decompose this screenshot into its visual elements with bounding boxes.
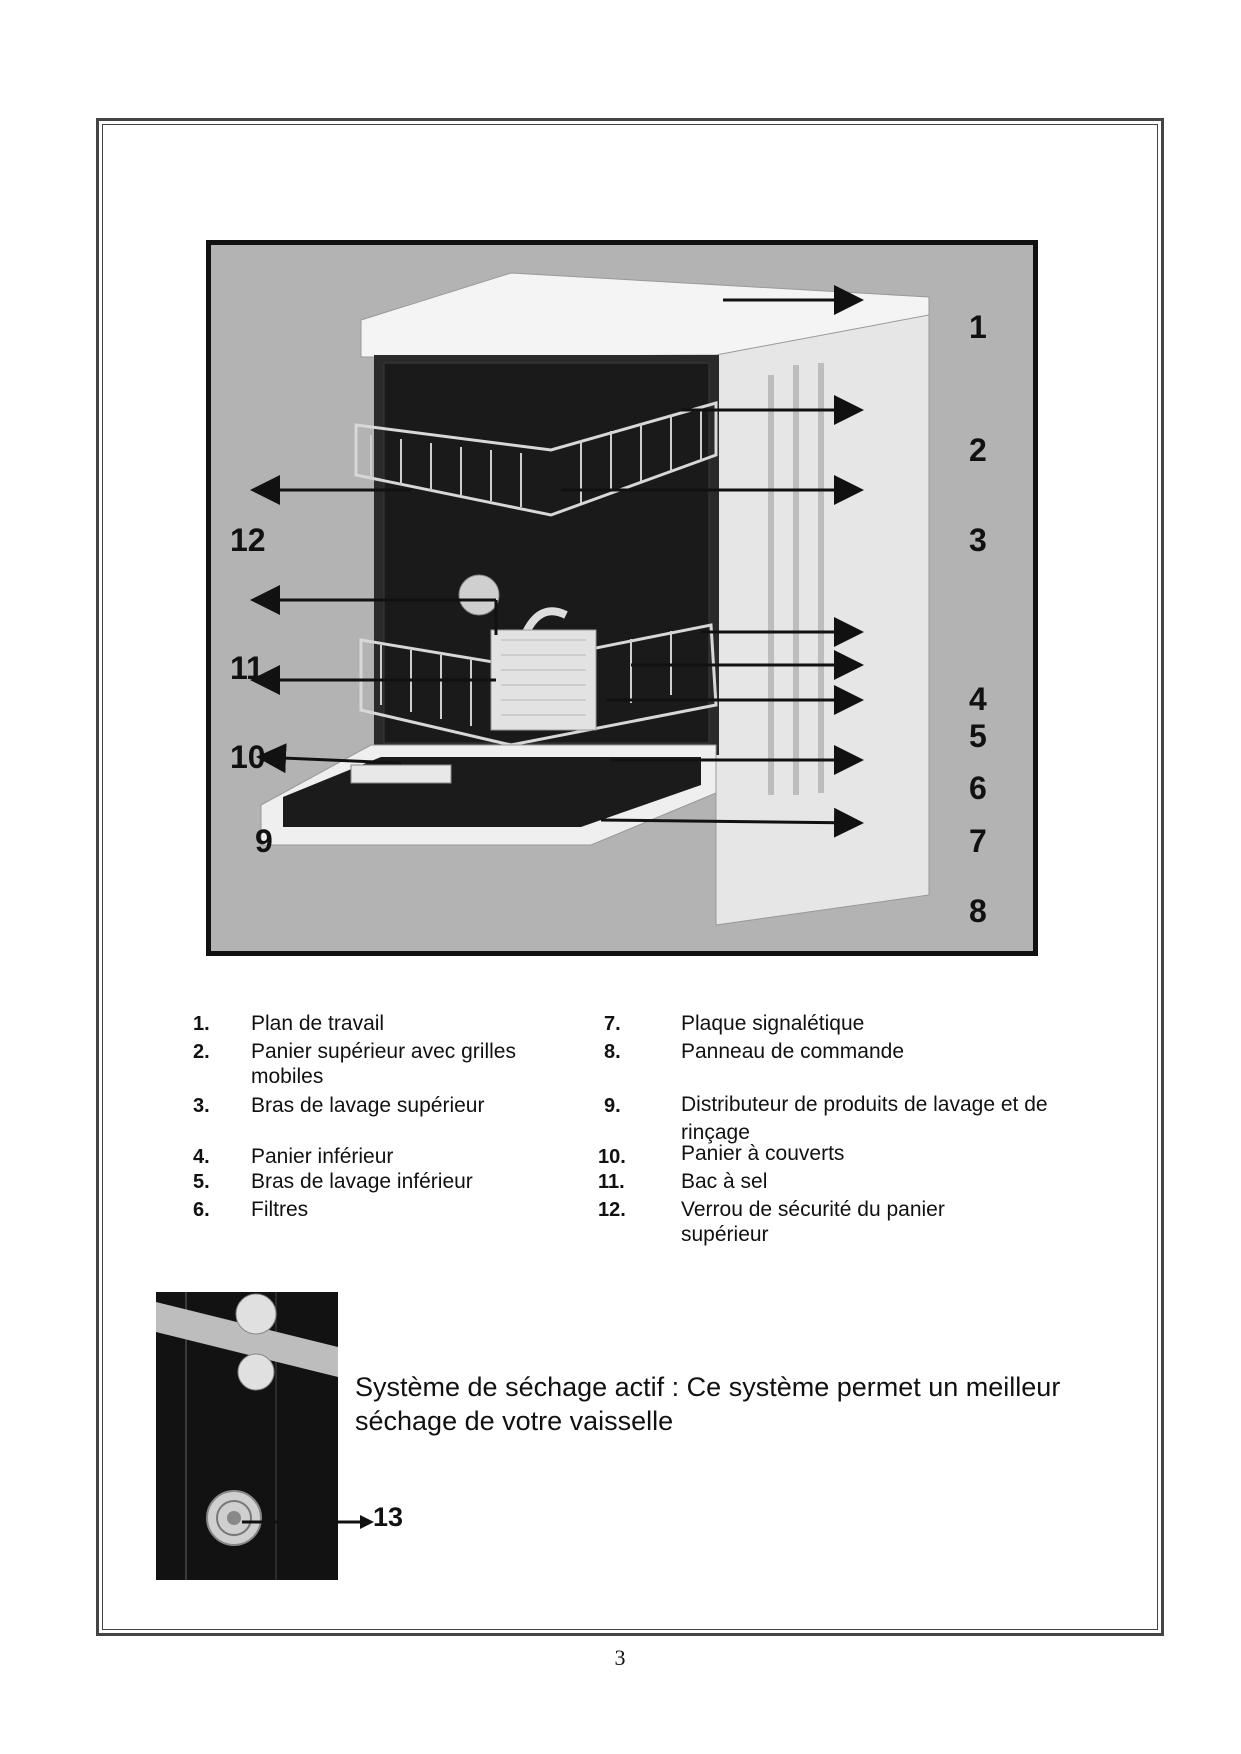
legend-text: Plaque signalétique xyxy=(681,1012,865,1035)
callout-3: 3 xyxy=(969,522,987,558)
legend-num: 5. xyxy=(193,1171,210,1193)
callout-1: 1 xyxy=(969,309,987,345)
page-number: 3 xyxy=(614,1645,626,1670)
callout-4: 4 xyxy=(969,681,987,717)
legend-num: 9. xyxy=(604,1095,621,1117)
callout-7: 7 xyxy=(969,823,987,859)
drying-system-caption: Système de séchage actif : Ce système permet un meilleur séchage de votre vaisselle xyxy=(355,1372,1061,1436)
legend-num: 10. xyxy=(598,1146,626,1168)
legend-text: Verrou de sécurité du panier supérieur xyxy=(681,1198,945,1246)
legend-text: Bras de lavage supérieur xyxy=(251,1094,485,1117)
dishwasher-illustration xyxy=(211,245,1033,951)
legend-text: Panier inférieur xyxy=(251,1145,394,1168)
legend-text: Plan de travail xyxy=(251,1012,385,1035)
legend-num: 6. xyxy=(193,1199,210,1221)
callout-6: 6 xyxy=(969,770,987,806)
legend-text: Panier supérieur avec grilles mobiles xyxy=(251,1040,516,1088)
callout-8: 8 xyxy=(969,893,987,929)
legend-text: Panneau de commande xyxy=(681,1040,904,1063)
drying-system-figure xyxy=(156,1292,338,1580)
legend-num: 4. xyxy=(193,1146,210,1168)
legend-num: 3. xyxy=(193,1095,210,1117)
legend-num: 7. xyxy=(604,1013,621,1035)
legend-text: Bac à sel xyxy=(681,1170,768,1193)
drying-system-illustration xyxy=(156,1292,338,1580)
callout-11: 11 xyxy=(230,650,264,686)
callout-13: 13 xyxy=(373,1502,404,1532)
legend-text: Panier à couverts xyxy=(681,1142,845,1165)
legend-num: 11. xyxy=(598,1171,625,1193)
callout-5: 5 xyxy=(969,718,987,754)
legend-text: Bras de lavage inférieur xyxy=(251,1170,473,1193)
legend-num: 12. xyxy=(598,1199,626,1221)
legend-text: Filtres xyxy=(251,1198,309,1221)
callout-10: 10 xyxy=(230,739,266,775)
legend-num: 8. xyxy=(604,1041,621,1063)
legend-num: 2. xyxy=(193,1041,210,1063)
dishwasher-figure xyxy=(206,240,1038,956)
callout-12: 12 xyxy=(230,522,266,558)
legend-num: 1. xyxy=(193,1013,210,1035)
callout-2: 2 xyxy=(969,432,987,468)
callout-9: 9 xyxy=(255,823,273,859)
legend-text: Distributeur de produits de lavage et de rinçage xyxy=(681,1093,1048,1144)
